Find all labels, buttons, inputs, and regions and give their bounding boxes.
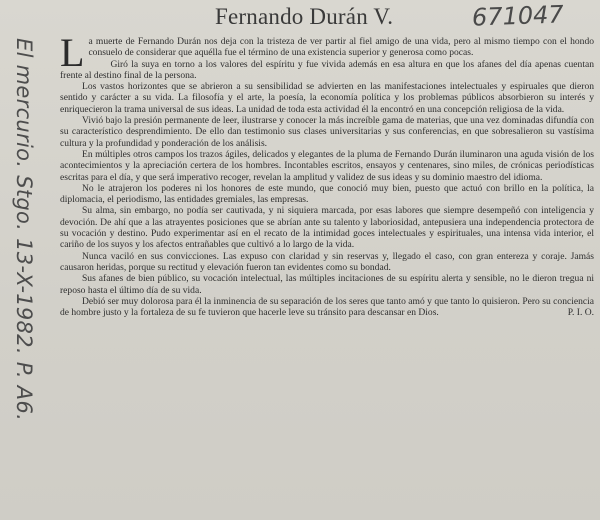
author-signature: P. I. O. <box>567 307 594 319</box>
article-paragraph: La muerte de Fernando Durán nos deja con la tristeza de ver partir al fiel amigo de una vida, pero al mismo tiempo con el hondo consuelo de considerar que aquélla fue el término de una existencia superior y generosa como pocas. <box>60 36 594 75</box>
article-paragraph: Sus afanes de bien público, su vocación intelectual, las múltiples incitaciones de su espíritu alerta y sensible, no le dieron tregua ni reposo hasta el último día de su vida. <box>60 273 594 296</box>
article-title: Fernando Durán V. <box>215 4 394 29</box>
article-paragraph: Vivió bajo la presión permanente de leer, ilustrarse y conocer la más increíble gama de materias, que una vez dominadas difundía con su característico desprendimiento. De ello dan testimonio sus clases universitarias y sus conferencias, en que sobresalieron su vastísima cultura y la profundidad y ponderación de los análisis. <box>60 115 594 149</box>
article-paragraph: Su alma, sin embargo, no podía ser cautivada, y ni siquiera marcada, por esas labores que siempre desempeñó con inteligencia y devoción. De ahí que a las atrayentes posiciones que se abrían ante su talento y laboriosidad, antepusiera una independencia protectora de su vocación y destino. Pudo experimentar así en el recato de la intimidad goces intelectuales y espirituales, una intensa vida interior, el cariño de los suyos y los afectos entrañables que cultivó a lo largo de la vida. <box>60 205 594 251</box>
drop-cap: L <box>60 36 85 75</box>
article-paragraph: Debió ser muy dolorosa para él la inminencia de su separación de los seres que tanto amó y que tanto lo quisieron. Pero su conciencia de hombre justo y la fortaleza de su fe tuvieron que hacerle leve su tránsito para descansar en Dios. P. I. O. <box>60 295 594 319</box>
handwritten-source-note: El mercurio. Stgo. 13-X-1982. P. A6. <box>12 38 36 422</box>
article-paragraph: No le atrajeron los poderes ni los honores de este mundo, que conoció muy bien, puesto que actuó con brillo en la política, la diplomacia, el periodismo, las entidades gremiales, las empresas. <box>60 182 594 206</box>
article-paragraph: Los vastos horizontes que se abrieron a su sensibilidad se advierten en las manifestaciones intelectuales y espiruales que dieron sentido y carácter a su vida. La filosofía y el arte, la poesía, la economía política y los problemas públicos absorbieron su interés y enriquecieron la trama universal de sus ideas. La unidad de toda esta actividad él la encontró en una concepción religiosa de la vida. <box>60 81 594 115</box>
article-paragraph: Giró la suya en torno a los valores del espíritu y fue vivida además en esa altura en que los afanes del día apenas cuentan frente al destino final de la persona. <box>60 58 594 81</box>
handwritten-source-note-wrapper <box>6 38 40 508</box>
article-paragraph: Nunca vaciló en sus convicciones. Las expuso con claridad y sin reservas y, llegado el caso, con gran entereza y coraje. Jamás causaron heridas, porque su rectitud y elevación fueron tan evidentes como su bondad. <box>60 250 594 273</box>
handwritten-catalog-number: 671047 <box>471 0 565 32</box>
article-body <box>60 36 594 514</box>
article-paragraph: En múltiples otros campos los trazos ágiles, delicados y elegantes de la pluma de Fernando Durán iluminaron una aguda visión de los acontecimientos y la apreciación certera de los hombres. Incontables escritos, ensayos y centenares, sino miles, de crónicas periodísticas escritas para el día, y que será imperativo recoger, revelan la amplitud y validez de sus ideas y su dominio maestro del idioma. <box>60 148 594 183</box>
